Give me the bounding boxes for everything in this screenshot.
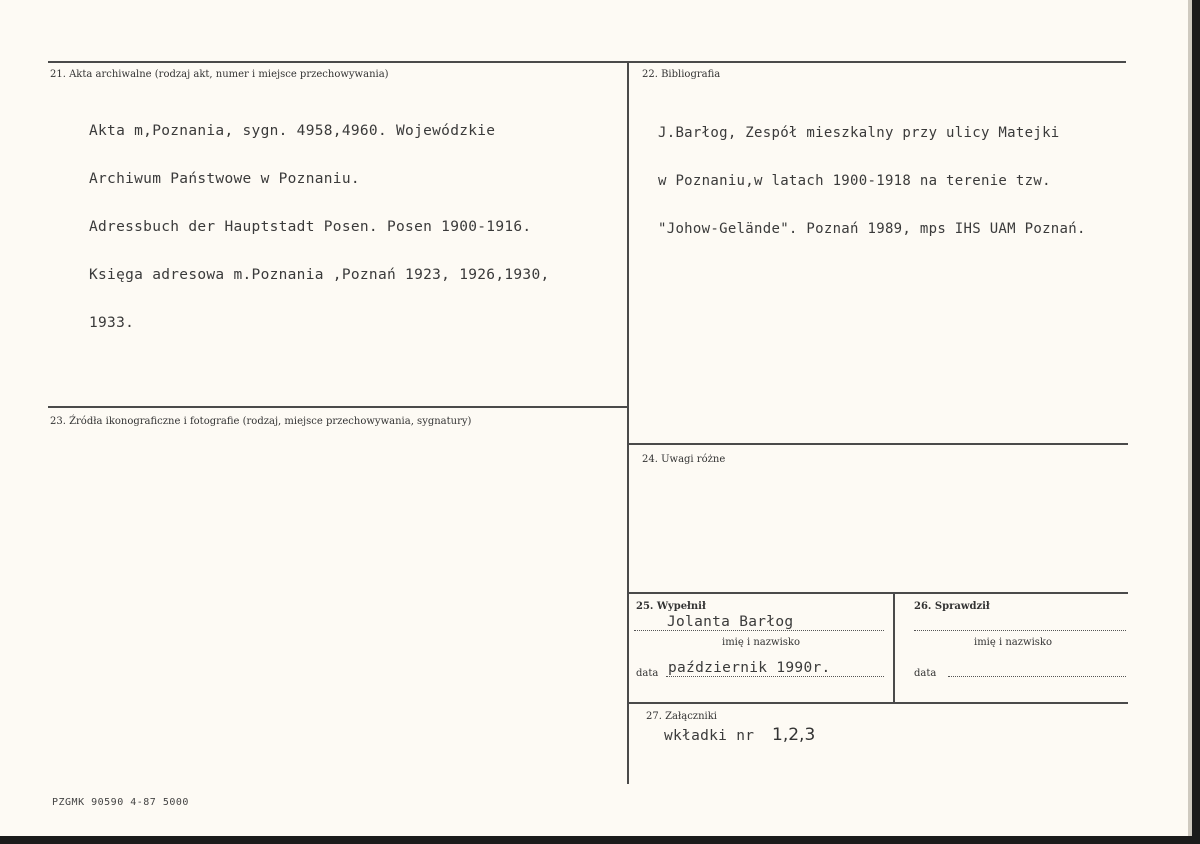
scan-border-right — [1192, 0, 1200, 844]
archival-line: Akta m,Poznania, sygn. 4958,4960. Wojewódzkie — [89, 123, 496, 139]
filled-by-name-caption: imię i nazwisko — [722, 637, 800, 648]
bibliography-line: "Johow-Gelände". Poznań 1989, mps IHS UAM Poznań. — [658, 221, 1086, 237]
bibliography-section-label: 22. Bibliografia — [642, 69, 721, 80]
signature-top-rule — [627, 592, 1128, 594]
filled-by-name: Jolanta Barłog — [667, 614, 794, 630]
archival-line: Adressbuch der Hauptstadt Posen. Posen 1900-1916. — [89, 219, 532, 235]
left-middle-rule — [48, 406, 628, 408]
archival-line: 1933. — [89, 315, 135, 331]
checked-by-name-caption: imię i nazwisko — [974, 637, 1052, 648]
attachments-label: 27. Załączniki — [646, 711, 717, 722]
checked-by-date-label: data — [914, 668, 937, 679]
vertical-divider — [627, 61, 629, 784]
archival-line: Archiwum Państwowe w Poznaniu. — [89, 171, 360, 187]
checked-by-date-line — [948, 676, 1126, 677]
filled-by-date: październik 1990r. — [668, 660, 831, 676]
filled-by-date-line — [666, 676, 884, 677]
attachments-text: wkładki nr — [664, 728, 755, 744]
filled-by-date-label: data — [636, 668, 659, 679]
remarks-section-label: 24. Uwagi różne — [642, 454, 726, 465]
bibliography-line: w Poznaniu,w latach 1900-1918 na terenie tzw. — [658, 173, 1051, 189]
bibliography-line: J.Barłog, Zespół mieszkalny przy ulicy Matejki — [658, 125, 1060, 141]
archival-line: Księga adresowa m.Poznania ,Poznań 1923, 1926,1930, — [89, 267, 550, 283]
archival-text — [89, 91, 550, 347]
signature-bottom-rule — [627, 702, 1128, 704]
archival-section-label: 21. Akta archiwalne (rodzaj akt, numer i miejsce przechowywania) — [50, 69, 389, 80]
right-middle-rule — [627, 443, 1128, 445]
checked-by-name-line — [914, 630, 1126, 631]
scan-border-bottom — [0, 836, 1200, 844]
signature-divider — [893, 592, 895, 703]
bibliography-text — [658, 93, 1086, 253]
form-code-footer: PZGMK 90590 4-87 5000 — [52, 797, 189, 808]
filled-by-name-line — [634, 630, 884, 631]
top-rule — [48, 61, 1126, 63]
checked-by-label: 26. Sprawdził — [914, 601, 990, 612]
filled-by-label: 25. Wypełnił — [636, 601, 706, 612]
attachments-handwritten: 1,2,3 — [772, 725, 816, 745]
iconographic-section-label: 23. Źródła ikonograficzne i fotografie (rodzaj, miejsce przechowywania, sygnatury) — [50, 416, 472, 427]
